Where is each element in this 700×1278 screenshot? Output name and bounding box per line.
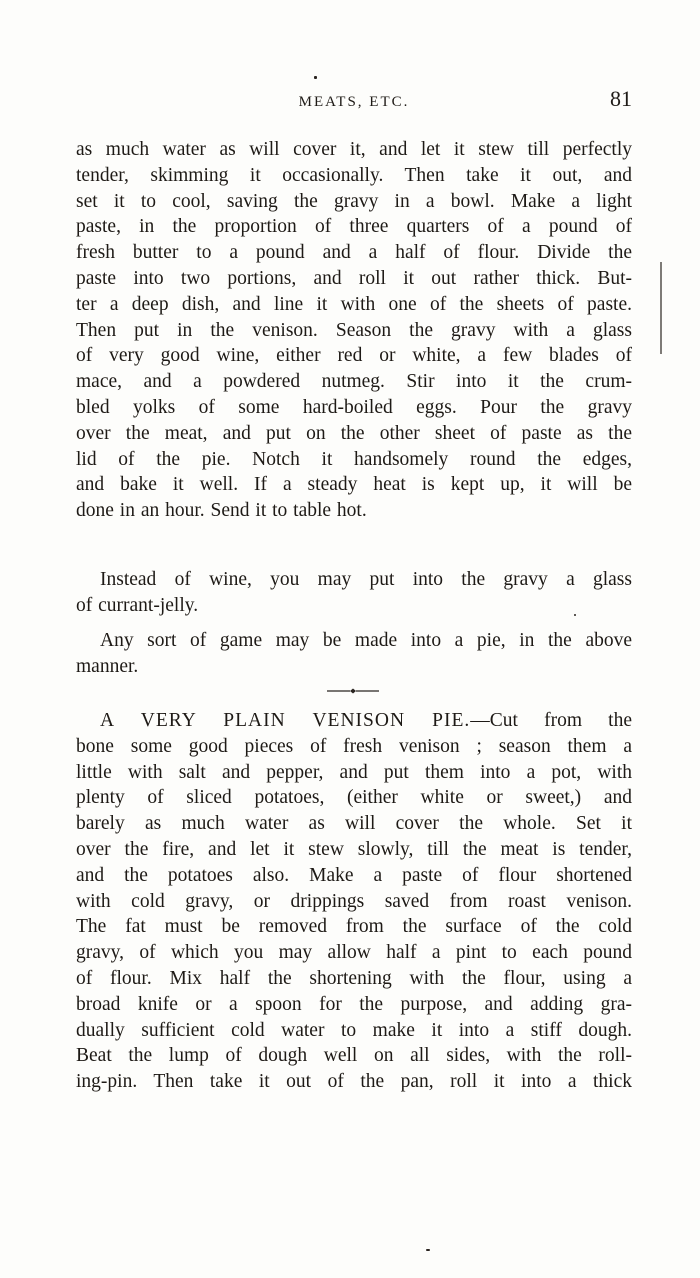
paragraph-game-pie xyxy=(76,628,632,680)
text-line: plenty of sliced potatoes, (either white or sweet,) and xyxy=(76,787,632,809)
ink-speck xyxy=(574,614,576,616)
text-line: bled yolks of some hard-boiled eggs. Pour the gravy xyxy=(76,396,632,418)
text-line: dually sufficient cold water to make it into a stiff dough. xyxy=(76,1019,632,1041)
paragraph-currant-jelly xyxy=(76,567,632,619)
text-line: and bake it well. If a steady heat is kept up, it will be xyxy=(76,474,632,496)
ink-speck xyxy=(426,1249,430,1251)
text-line: over the fire, and let it stew slowly, till the meat is tender, xyxy=(76,838,632,860)
text-line: tender, skimming it occasionally. Then take it out, and xyxy=(76,164,632,186)
section-divider-ornament xyxy=(325,688,381,694)
paragraph-plain-venison-pie xyxy=(76,708,632,1095)
paragraph-venison-pie-continued xyxy=(76,137,632,524)
text-line: set it to cool, saving the gravy in a bowl. Make a light xyxy=(76,190,632,212)
recipe-title: A VERY PLAIN VENISON PIE. xyxy=(100,710,471,731)
margin-ink-mark xyxy=(660,262,662,354)
text-line: paste into two portions, and roll it out rather thick. But- xyxy=(76,267,632,289)
text-line: Any sort of game may be made into a pie, in the above xyxy=(100,630,632,651)
text-line: paste, in the proportion of three quarters of a pound of xyxy=(76,216,632,238)
text-line: ing-pin. Then take it out of the pan, roll it into a thick xyxy=(76,1071,632,1093)
text-line: The fat must be removed from the surface of the cold xyxy=(76,916,632,938)
running-head xyxy=(76,86,632,120)
text-line: mace, and a powdered nutmeg. Stir into it the crum- xyxy=(76,371,632,393)
recipe-heading-line xyxy=(76,708,632,734)
text-line: done in an hour. Send it to table hot. xyxy=(76,500,367,522)
text-line: over the meat, and put on the other sheet of paste as the xyxy=(76,422,632,444)
text-line: Beat the lump of dough well on all sides, with the roll- xyxy=(76,1045,632,1067)
text-line: fresh butter to a pound and a half of flour. Divide the xyxy=(76,242,632,264)
text-line: manner. xyxy=(76,655,139,677)
text-line: broad knife or a spoon for the purpose, and adding gra- xyxy=(76,993,632,1015)
text-line: with cold gravy, or drippings saved from roast venison. xyxy=(76,890,632,912)
text-line: barely as much water as will cover the whole. Set it xyxy=(76,813,632,835)
recipe-heading-rest: —Cut from the xyxy=(470,710,632,731)
text-line: as much water as will cover it, and let it stew till perfectly xyxy=(76,139,632,160)
text-line: lid of the pie. Notch it handsomely round the edges, xyxy=(76,448,632,470)
text-line: of flour. Mix half the shortening with the flour, using a xyxy=(76,967,632,989)
ink-speck xyxy=(314,76,317,79)
text-line: of currant-jelly. xyxy=(76,594,199,616)
text-line: Instead of wine, you may put into the gravy a glass xyxy=(100,569,632,590)
text-line: gravy, of which you may allow half a pint to each pound xyxy=(76,942,632,964)
text-line: Then put in the venison. Season the gravy with a glass xyxy=(76,319,632,341)
text-line: little with salt and pepper, and put them into a pot, with xyxy=(76,761,632,783)
text-line: and the potatoes also. Make a paste of flour shortened xyxy=(76,864,632,886)
running-head-title: MEATS, ETC. xyxy=(298,94,410,110)
text-line: of very good wine, either red or white, a few blades of xyxy=(76,345,632,367)
page-number: 81 xyxy=(610,86,632,111)
text-line: ter a deep dish, and line it with one of the sheets of paste. xyxy=(76,293,632,315)
text-line: bone some good pieces of fresh venison ; season them a xyxy=(76,735,632,757)
